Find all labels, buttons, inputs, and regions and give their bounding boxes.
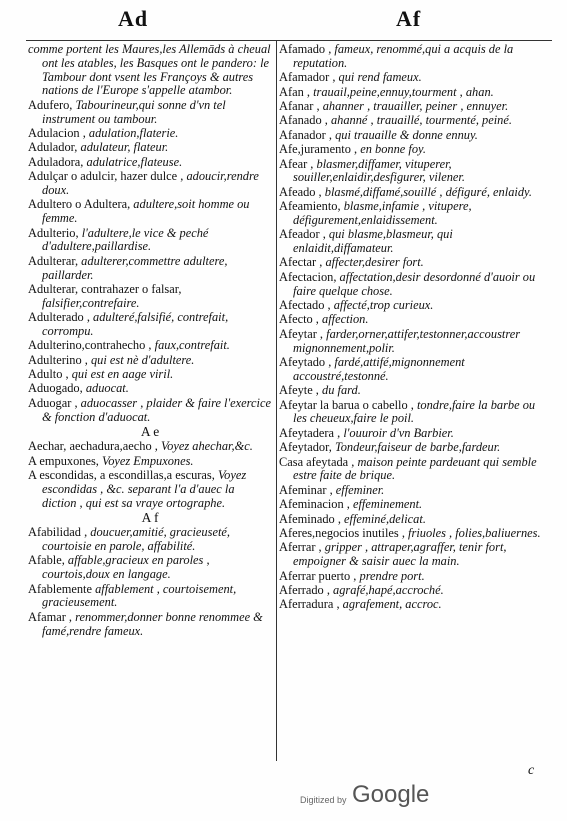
headword: Adultero o Adultera, [28,197,131,212]
dictionary-entry [279,299,551,313]
dictionary-entry [28,583,272,611]
dictionary-entry [279,356,551,384]
definition: adulteré,falsifié, contrefait, corrompu. [42,310,229,338]
dictionary-entry [279,43,551,71]
dictionary-entry [279,427,551,441]
dictionary-entry [28,156,272,170]
running-head-right: Af [396,6,422,31]
dictionary-entry [28,339,272,353]
headword: Afeminado , [279,511,341,526]
headword: Afectar , [279,255,323,270]
header-rule [26,40,552,41]
headword: Adulterio, [28,225,79,240]
headword: Afeminacion , [279,497,350,512]
headword: Aduladora, [28,154,84,169]
dictionary-entry [28,227,272,255]
definition: adultere,soit homme ou femme. [42,197,250,226]
headword: Adufero, [28,97,73,112]
headword: Afeytado , [279,355,332,370]
dictionary-entry [28,354,272,368]
definition: trauail,peine,ennuy,tourment , ahan. [309,84,494,99]
headword: Aferrar puerto , [279,568,357,583]
definition: en bonne foy. [357,142,426,157]
definition: affable,gracieux en paroles , courtois,doux en langage. [42,553,210,582]
definition: affectation,desir desordonné d'auoir ou faire quelque chose. [293,269,536,298]
definition: farder,orner,attifer,testonner,accoustrer mignonnement,polir. [293,326,521,355]
dictionary-entry [279,271,551,299]
headword: Adulterino,contrahecho , [28,338,152,353]
headword: Afamador , [279,70,336,85]
dictionary-entry [279,143,551,157]
headword: Aechar, aechadura,aecho , [28,439,158,454]
dictionary-entry [279,484,551,498]
dictionary-entry [279,228,551,256]
definition: adulterer,commettre adultere, paillarder. [42,253,228,282]
dictionary-entry [279,598,551,612]
digitized-by-label: Digitized by [300,795,347,805]
definition: qui blasme,blasmeur, qui enlaidit,diffamateur. [293,227,453,256]
headword: Adulador, [28,140,78,155]
dictionary-entry [279,256,551,270]
dictionary-entry [28,283,272,311]
definition: blasmer,diffamer, vituperer, souiller,enlaidir,desfigurer, vilener. [293,156,465,185]
dictionary-entry [28,611,272,639]
definition: effeminé,delicat. [340,511,426,526]
headword: Aferradura , [279,597,340,612]
headword: Afamar , [28,609,73,624]
dictionary-entry [279,158,551,186]
headword: Afablemente [28,581,92,596]
definition: agrafé,hapé,accroché. [329,582,444,597]
definition: l'adultere,le vice & peché d'adultere,paillardise. [42,225,209,254]
dictionary-entry [279,86,551,100]
definition: blasmé,diffamé,souillé , défiguré, enlaidy. [321,184,532,199]
definition: aduocasser , plaider & faire l'exercice & fonction d'aduocat. [42,395,271,424]
dictionary-entry [28,43,272,98]
dictionary-entry [279,541,551,569]
definition: ahanné , trauaillé, tourmenté, peiné. [327,113,512,128]
headword: A empuxones, [28,453,99,468]
definition: Tondeur,faiseur de barbe,fardeur. [331,440,501,455]
headword: Afeytar la barua o cabello , [279,397,414,412]
column-divider [276,40,277,761]
headword: Afeado , [279,184,322,199]
headword: Adulçar o adulcir, hazer dulce , [28,169,184,184]
headword: Afamado , [279,42,332,56]
dictionary-entry [28,255,272,283]
headword: Adulto , [28,367,69,382]
headword: Afectacion, [279,269,337,284]
definition: falsifier,contrefaire. [42,295,140,310]
headword: Afeminar , [279,482,333,497]
definition: adoucir,rendre doux. [42,169,259,197]
dictionary-entry [28,440,272,454]
dictionary-entry [279,570,551,584]
running-head-left: Ad [118,6,149,31]
definition: qui trauaille & donne ennuy. [331,127,478,142]
dictionary-entry [279,527,551,541]
headword: Afecto , [279,312,319,327]
definition: du fard. [318,383,361,398]
dictionary-entry [28,170,272,198]
dictionary-entry [28,382,272,396]
signature-mark: c [528,763,535,778]
dictionary-entry [28,455,272,469]
headword: Afable, [28,553,65,568]
dictionary-entry [28,368,272,382]
headword: Adulterino , [28,352,88,367]
headword: Aduogar , [28,395,78,410]
definition: adulation,flaterie. [85,125,179,140]
headword: Afeyte , [279,383,319,398]
dictionary-entry [279,441,551,455]
dictionary-entry [28,554,272,582]
dictionary-entry [279,328,551,356]
definition: Voyez escondidas , &c. separant l'a d'auec la diction , qui est sa vraye ortographe. [42,468,247,510]
dictionary-entry [279,498,551,512]
definition: Voyez Empuxones. [98,453,194,468]
definition: fardé,attifé,mignonnement accoustré,testonné. [293,355,465,383]
definition: adulatrice,flateuse. [83,154,183,169]
definition: l'ouuroir d'vn Barbier. [340,425,454,440]
headword: Adulterado , [28,310,90,325]
definition: qui rend fameux. [335,70,422,85]
dictionary-entry [28,526,272,554]
definition: agrafement, accroc. [339,597,442,612]
headword: Afeytador, [279,440,332,455]
headword: Adulterar, [28,253,79,268]
dictionary-entry [279,186,551,200]
definition: prendre port. [356,568,425,583]
definition: affablement , courtoisement, gracieusement. [42,581,237,610]
definition: Voyez ahechar,&c. [157,439,253,454]
definition: tondre,faire la barbe ou les cheueux,faire le poil. [293,397,536,426]
definition: doucuer,amitié, gracieuseté, courtoisie en parole, affabilité. [42,525,230,553]
definition: affecter,desirer fort. [322,255,424,270]
headword: Adulterar, contrahazer o falsar, [28,281,182,296]
headword: Adulacion , [28,125,86,140]
definition: qui est nè d'adultere. [87,352,195,367]
dictionary-entry [279,100,551,114]
headword: Afeador , [279,227,326,242]
headword: Afeytadera , [279,425,341,440]
headword: A escondidas, a escondillas,a escuras, [28,468,215,482]
dictionary-entry [279,456,551,484]
headword: Casa afeytada , [279,454,355,469]
right-column [279,43,551,613]
definition: gripper , attraper,agraffer, tenir fort, empoigner & saisir auec la main. [293,540,507,569]
headword: Afeamiento, [279,199,341,214]
headword: Afan , [279,84,310,99]
definition: effeminer. [332,482,385,497]
dictionary-entry [279,129,551,143]
definition: effeminement. [349,497,423,512]
section-heading: A e [140,424,160,440]
definition: affecté,trop curieux. [330,298,434,313]
dictionary-entry [28,311,272,339]
dictionary-entry [28,198,272,226]
dictionary-entry [28,469,272,510]
headword: Afanador , [279,127,332,142]
dictionary-entry [28,397,272,425]
headword: Aferes,negocios inutiles , [279,525,405,540]
dictionary-entry [279,384,551,398]
google-logo: Google [352,781,430,808]
definition: friuoles , folies,baliuernes. [404,525,541,540]
definition: comme portent les Maures,les Allemāds à cheual ont les atables, les Basques ont le pandero: le Tambour dont vsent les Françoys & autres nations de l'Europe s'appelle atambor. [28,42,271,98]
definition: Tabourineur,qui sonne d'vn tel instrument ou tambour. [42,97,226,126]
section-heading: A f [141,510,159,526]
dictionary-entry [279,513,551,527]
dictionary-entry [279,313,551,327]
definition: qui est en aage viril. [68,367,174,382]
left-column [28,43,272,639]
headword: Afabilidad , [28,525,88,540]
dictionary-entry [28,99,272,127]
dictionary-entry [28,127,272,141]
definition: affection. [318,312,369,327]
dictionary-entry [279,71,551,85]
headword: Aduogado, [28,381,83,396]
dictionary-entry [279,399,551,427]
dictionary-entry [279,114,551,128]
dictionary-entry [279,584,551,598]
definition: faux,contrefait. [151,338,230,353]
headword: Afe,juramento , [279,142,358,157]
definition: maison peinte pardeuant qui semble estre faite de brique. [293,454,537,483]
definition: blasme,infamie , vitupere, défigurement,enlaidissement. [293,199,472,227]
definition: adulateur, flateur. [77,140,169,155]
definition: ahanner , trauailler, peiner , ennuyer. [319,98,509,113]
headword: Aferrar , [279,540,322,555]
dictionary-entry [28,141,272,155]
headword: Afectado , [279,298,331,313]
headword: Afeytar , [279,326,324,341]
headword: Afanar , [279,98,320,113]
dictionary-entry [279,200,551,228]
headword: Afear , [279,156,314,171]
definition: renommer,donner bonne renommee & famé,rendre fameux. [42,609,263,638]
headword: Afanado , [279,113,328,128]
page-header [0,6,567,36]
definition: fameux, renommé,qui a acquis de la reputation. [293,42,514,70]
definition: aduocat. [82,381,129,396]
headword: Aferrado , [279,582,330,597]
